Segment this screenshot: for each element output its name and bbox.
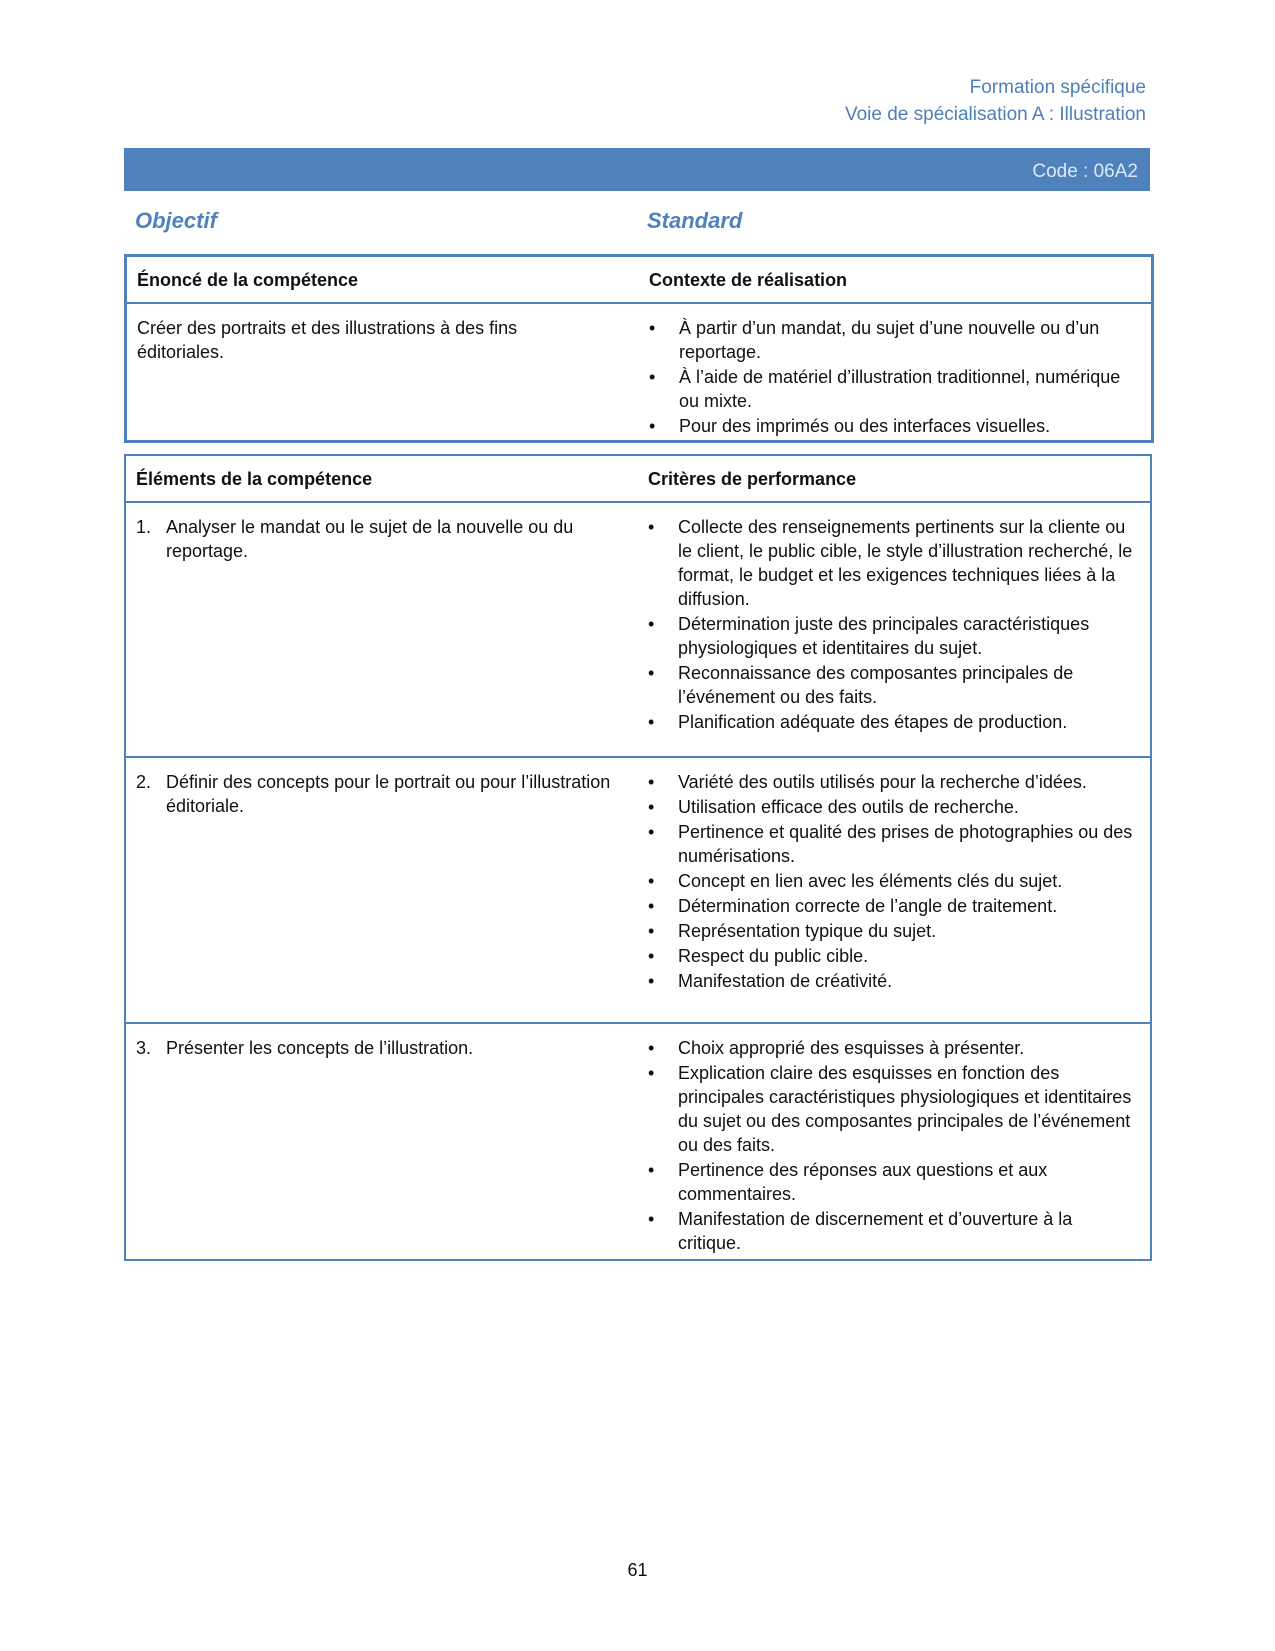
element-row (126, 758, 1150, 1024)
element-text (136, 770, 616, 818)
criteria-text: Planification adéquate des étapes de production. (678, 712, 1068, 732)
elements-header-row (126, 456, 1150, 503)
bullet-icon: • (649, 367, 656, 387)
bullet-icon: • (648, 797, 655, 817)
criteria-item (648, 969, 1133, 993)
criteria-item (648, 661, 1133, 709)
bullet-icon: • (648, 896, 655, 916)
bullet-icon: • (648, 946, 655, 966)
criteria-item (648, 1061, 1133, 1157)
element-row (126, 1024, 1150, 1257)
header-program: Formation spécifique (969, 77, 1146, 98)
criteria-item (648, 944, 1133, 968)
bullet-icon: • (648, 1160, 655, 1180)
criteria-item (648, 820, 1133, 868)
criteria-item (648, 1158, 1133, 1206)
code-bar (124, 148, 1150, 191)
criteria-item (648, 710, 1133, 734)
element-number: 1. (136, 517, 152, 537)
criteria-title: Critères de performance (648, 469, 857, 489)
criteria-text: Explication claire des esquisses en fonction des principales caractéristiques physiologiques et identitaires du sujet ou des composantes principales de l’événement ou des faits. (678, 1063, 1132, 1155)
criteria-text: Collecte des renseignements pertinents sur la cliente ou le client, le public cible, le style d’illustration recherché, le format, le budget et les exigences techniques liées à la diffusion. (678, 517, 1133, 609)
criteria-text: Pour des imprimés ou des interfaces visuelles. (679, 416, 1051, 436)
element-row (126, 503, 1150, 758)
bullet-icon: • (648, 663, 655, 683)
criteria-text: Manifestation de créativité. (678, 971, 893, 991)
criteria-list (648, 1036, 1133, 1256)
criteria-item (648, 795, 1133, 819)
element-label: Présenter les concepts de l’illustration. (166, 1038, 474, 1058)
element-label: Définir des concepts pour le portrait ou pour l’illustration éditoriale. (166, 772, 611, 816)
criteria-item (648, 515, 1133, 611)
bullet-icon: • (648, 971, 655, 991)
criteria-text: Utilisation efficace des outils de recherche. (678, 797, 1019, 817)
criteria-item (648, 770, 1133, 794)
competence-statement: Créer des portraits et des illustrations à des fins éditoriales. (137, 318, 518, 362)
criteria-text: Pertinence et qualité des prises de photographies ou des numérisations. (678, 822, 1133, 866)
criteria-text: À l’aide de matériel d’illustration traditionnel, numérique ou mixte. (679, 367, 1121, 411)
competence-header-row (127, 257, 1151, 304)
criteria-text: Reconnaissance des composantes principales de l’événement ou des faits. (678, 663, 1074, 707)
criteria-text: Représentation typique du sujet. (678, 921, 937, 941)
bullet-icon: • (648, 921, 655, 941)
bullet-icon: • (648, 772, 655, 792)
context-list (649, 316, 1134, 439)
bullet-icon: • (648, 1209, 655, 1229)
criteria-item (649, 365, 1134, 413)
element-text (136, 515, 616, 563)
bullet-icon: • (648, 712, 655, 732)
criteria-list (648, 770, 1133, 994)
bullet-icon: • (648, 517, 655, 537)
criteria-item (648, 612, 1133, 660)
bullet-icon: • (648, 822, 655, 842)
context-title: Contexte de réalisation (649, 270, 848, 290)
criteria-text: Détermination correcte de l’angle de traitement. (678, 896, 1058, 916)
criteria-text: Respect du public cible. (678, 946, 869, 966)
elements-title: Éléments de la compétence (136, 469, 373, 489)
criteria-text: Pertinence des réponses aux questions et aux commentaires. (678, 1160, 1048, 1204)
page-number: 61 (627, 1560, 648, 1580)
section-standard: Standard (647, 208, 743, 233)
criteria-item (648, 869, 1133, 893)
criteria-text: À partir d’un mandat, du sujet d’une nouvelle ou d’un reportage. (679, 318, 1100, 362)
section-objectif: Objectif (135, 208, 217, 233)
criteria-item (649, 414, 1134, 438)
element-label: Analyser le mandat ou le sujet de la nouvelle ou du reportage. (166, 517, 574, 561)
element-text (136, 1036, 616, 1060)
competence-statement-title: Énoncé de la compétence (137, 270, 359, 290)
criteria-text: Détermination juste des principales caractéristiques physiologiques et identitaires du sujet. (678, 614, 1090, 658)
criteria-item (648, 1036, 1133, 1060)
criteria-item (649, 316, 1134, 364)
bullet-icon: • (649, 318, 656, 338)
criteria-item (648, 919, 1133, 943)
bullet-icon: • (648, 871, 655, 891)
criteria-text: Choix approprié des esquisses à présenter. (678, 1038, 1025, 1058)
competency-code: Code : 06A2 (1032, 161, 1138, 182)
competence-table (124, 254, 1154, 443)
elements-table (124, 454, 1152, 1261)
bullet-icon: • (648, 614, 655, 634)
element-number: 3. (136, 1038, 152, 1058)
competence-row (127, 304, 1151, 434)
bullet-icon: • (649, 416, 656, 436)
element-number: 2. (136, 772, 152, 792)
criteria-text: Variété des outils utilisés pour la recherche d’idées. (678, 772, 1087, 792)
bullet-icon: • (648, 1063, 655, 1083)
criteria-text: Concept en lien avec les éléments clés du sujet. (678, 871, 1063, 891)
bullet-icon: • (648, 1038, 655, 1058)
criteria-item (648, 894, 1133, 918)
criteria-item (648, 1207, 1133, 1255)
header-specialization: Voie de spécialisation A : Illustration (844, 104, 1146, 125)
criteria-text: Manifestation de discernement et d’ouverture à la critique. (678, 1209, 1073, 1253)
criteria-list (648, 515, 1133, 735)
